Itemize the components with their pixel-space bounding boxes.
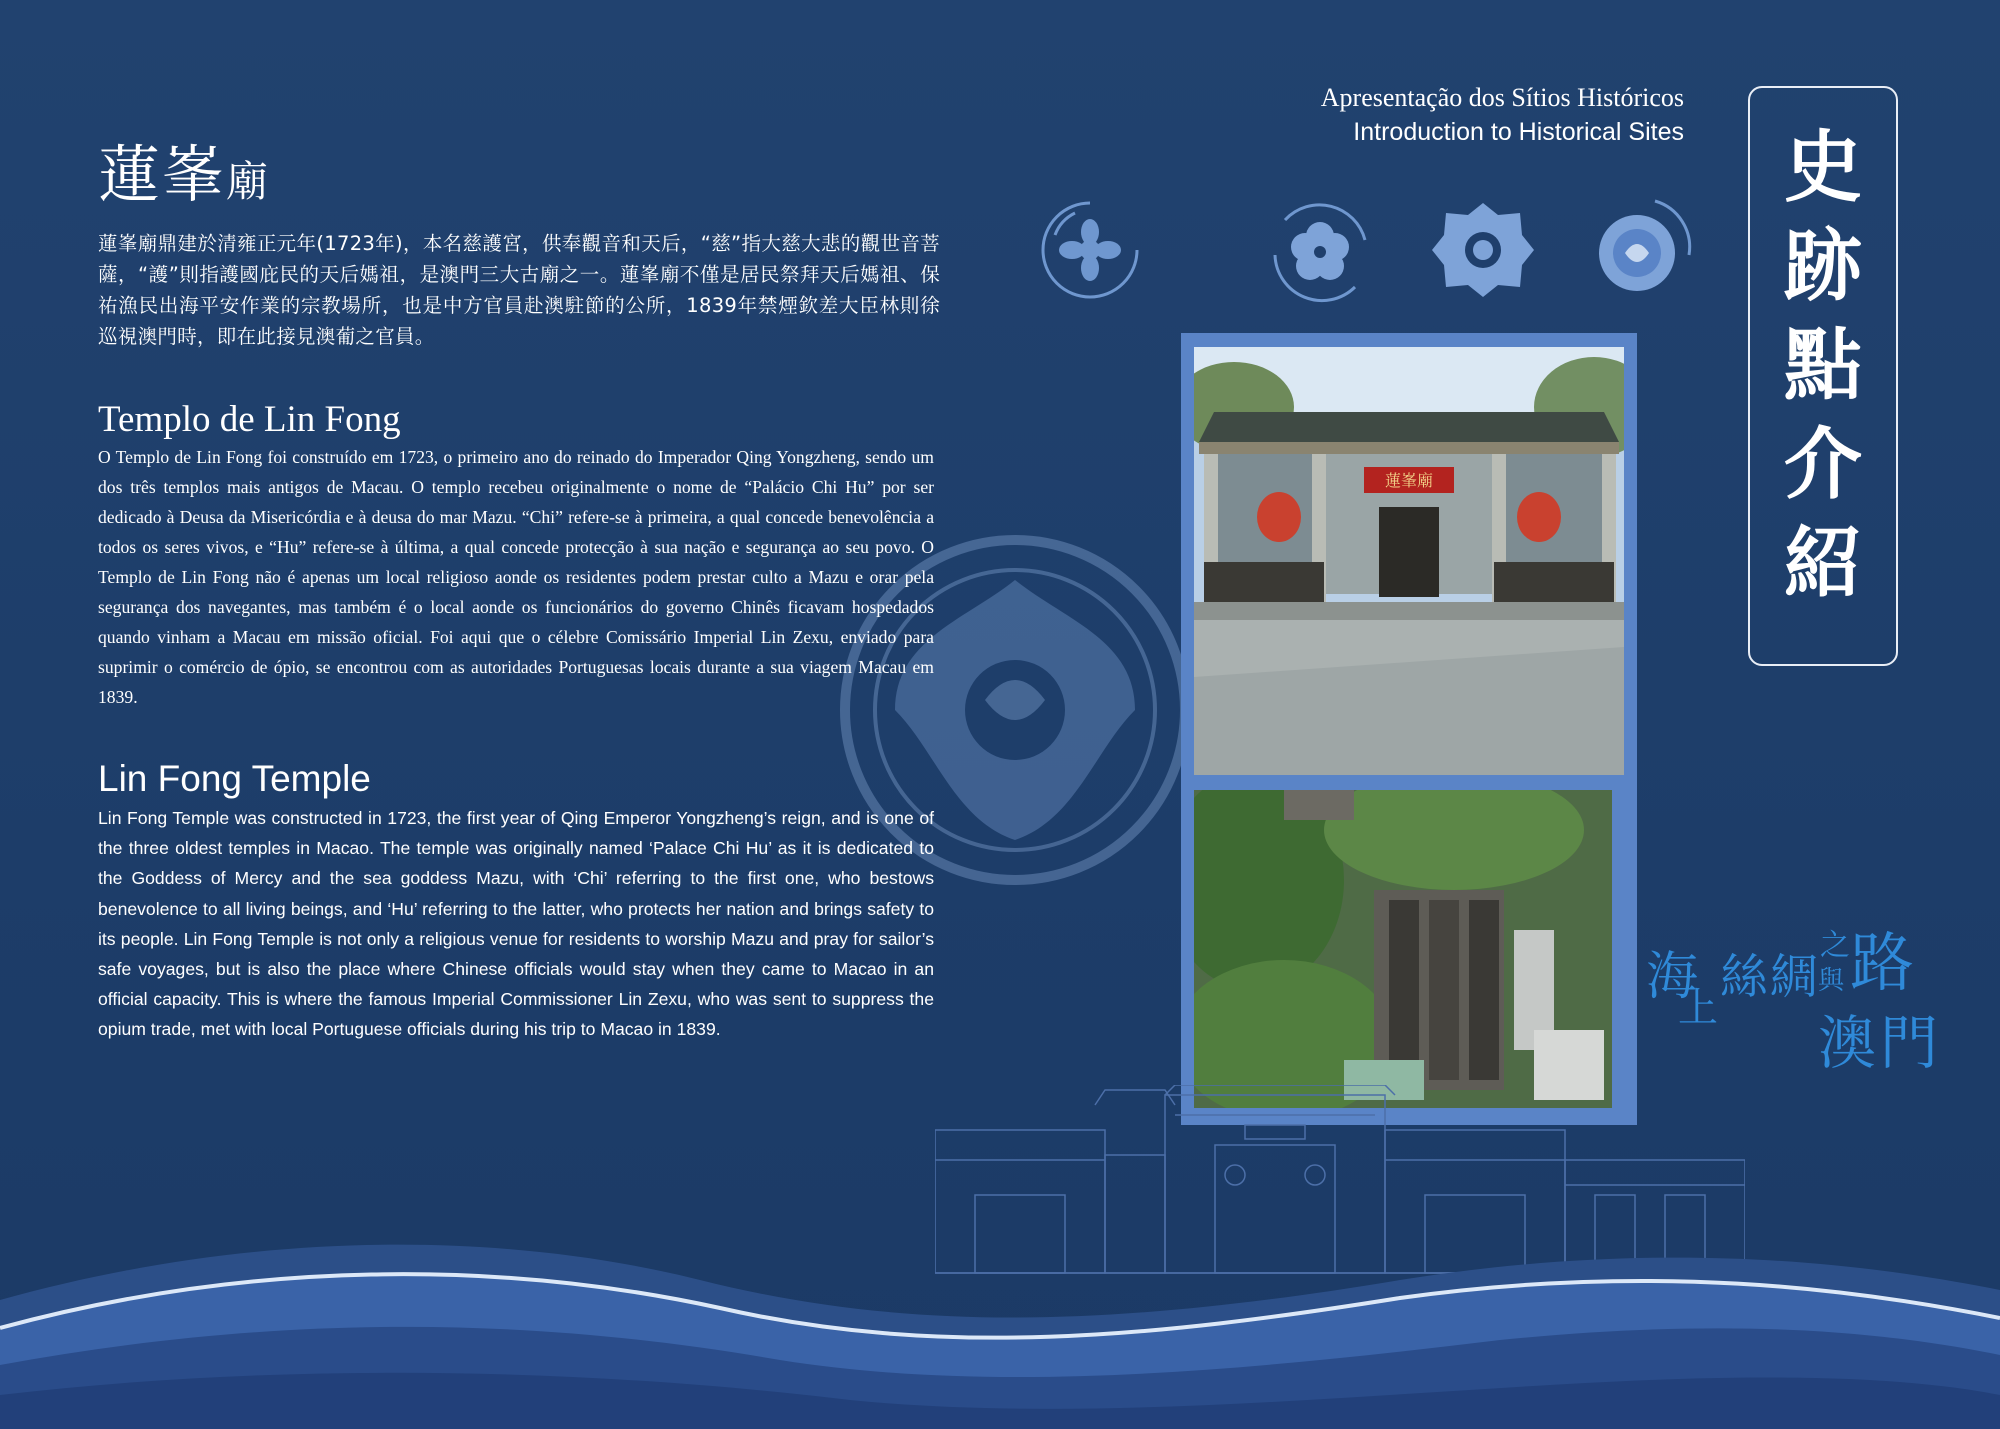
chinese-title: [98, 125, 268, 214]
vertical-title-char: 紹: [1783, 518, 1862, 609]
slogan-char: 澳: [1818, 1009, 1877, 1077]
vertical-title-char: 跡: [1783, 221, 1862, 312]
vertical-title-char: 點: [1783, 320, 1862, 411]
ornament-flower-icon: [1035, 195, 1145, 305]
vertical-title-char: 史: [1783, 122, 1862, 213]
slogan-char: 上: [1678, 985, 1718, 1031]
temple-plaque: 蓮峯廟: [1384, 471, 1434, 490]
slogan-char: 之: [1820, 928, 1850, 963]
portuguese-title: Templo de Lin Fong: [98, 399, 401, 440]
slogan-char: 與: [1818, 966, 1845, 996]
decorative-waves: [0, 1220, 2000, 1429]
ornament-medallion-icon: [1585, 195, 1695, 305]
ornament-rosette-icon: [1428, 195, 1538, 305]
silk-road-slogan: [1640, 920, 1970, 1100]
header-english: Introduction to Historical Sites: [1353, 118, 1684, 146]
ornament-blossom-icon: [1265, 195, 1375, 305]
vertical-title: [1750, 118, 1896, 613]
slogan-char: 綢: [1770, 949, 1819, 1005]
portuguese-body: O Templo de Lin Fong foi construído em 1723, o primeiro ano do reinado do Imperador Qing Yongzheng, sendo um dos três templos mais antigos de Macau. O templo recebeu originalmente o nome de “Palácio Chi Hu” por ser dedicado à Deusa da Misericórdia e à deusa do mar Mazu. “Chi” refere-se à primeira, a qual concede benevolência a todos os seres vivos, e “Hu” refere-se à última, a qual concede protecção à sua nação e segurança ao seu povo. O Templo de Lin Fong não é apenas um local religioso aonde os residentes podem prestar culto a Mazu e orar pela segurança dos navegantes, mas também é o local aonde os funcionários do governo Chinês ficavam hospedados quando vinham a Macau em missão oficial. Foi aqui que o célebre Comissário Imperial Lin Zexu, enviado para suprimir o comércio de ópio, se encontrou com as autoridades Portuguesas locais durante a sua viagem Macau em 1839.: [98, 447, 934, 707]
chinese-title-suffix: 廟: [226, 157, 269, 206]
vertical-title-box: [1748, 86, 1898, 666]
chinese-title-main: 蓮峯: [98, 138, 227, 211]
chinese-body: 蓮峯廟鼎建於清雍正元年(1723年)，本名慈護宮，供奉觀音和天后，“慈”指大慈大悲的觀世音菩薩，“護”則指護國庇民的天后媽祖，是澳門三大古廟之一。蓮峯廟不僅是居民祭拜天后媽祖、保祐漁民出海平安作業的宗教場所，也是中方官員赴澳駐節的公所，1839年禁煙欽差大臣林則徐巡視澳門時，即在此接見澳葡之官員。: [98, 232, 940, 348]
slogan-char: 海: [1646, 947, 1699, 1007]
vertical-title-char: 介: [1783, 419, 1862, 510]
slogan-char: 門: [1880, 1009, 1939, 1077]
english-title: Lin Fong Temple: [98, 758, 371, 799]
english-body: Lin Fong Temple was constructed in 1723, the first year of Qing Emperor Yongzheng’s reign, and is one of the three oldest temples in Macao. The temple was originally named ‘Palace Chi Hu’ as it is dedicated to the Goddess of Mercy and the sea goddess Mazu, with ‘Chi’ referring to the first one, who bestows benevolence to all living beings, and ‘Hu’ referring to the latter, who protects her nation and brings safety to its people. Lin Fong Temple is not only a religious venue for residents to worship Mazu and pray for sailor’s safe voyages, but is also the place where Chinese officials would stay when they came to Macao in an official capacity. This is where the famous Imperial Commissioner Lin Zexu, who was sent to suppress the opium trade, met with local Portuguese officials during his trip to Macao in 1839.: [98, 808, 934, 1040]
slogan-char: 絲: [1720, 949, 1769, 1005]
temple-aerial-photo: [1194, 790, 1612, 1108]
header-portuguese: Apresentação dos Sítios Históricos: [1320, 83, 1684, 112]
temple-facade-photo: [1194, 347, 1624, 775]
section-header: [1321, 80, 1684, 150]
slogan-char: 路: [1850, 927, 1914, 1001]
